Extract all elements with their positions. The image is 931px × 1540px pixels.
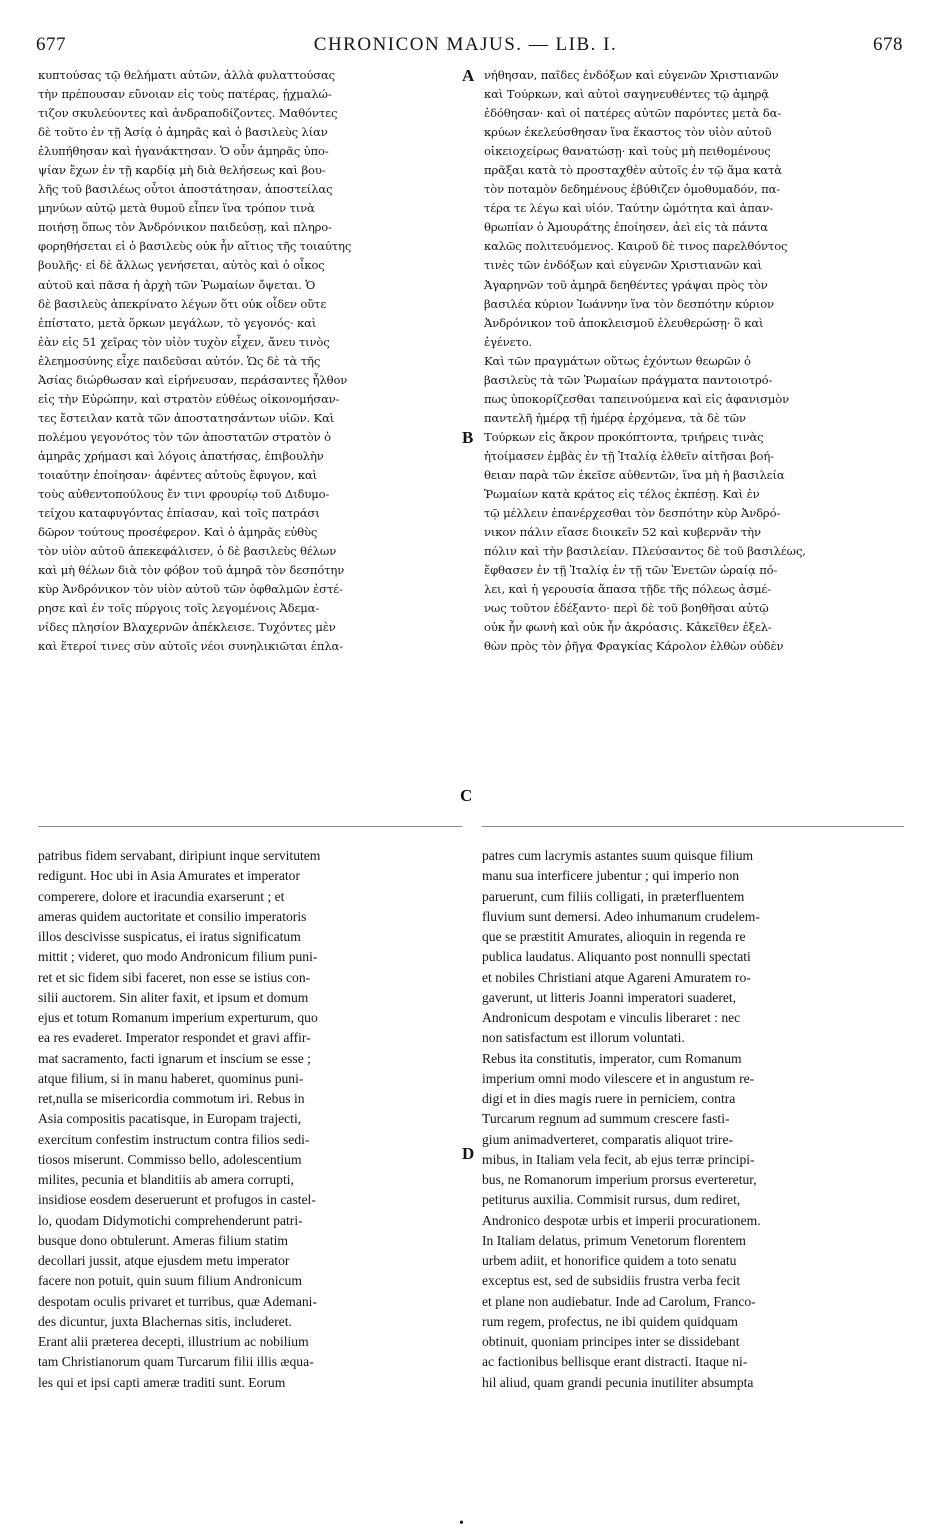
text-line: τὸν υἱὸν αὐτοῦ ἀπεκεφάλισεν, ὁ δὲ βασιλεὺς θέλων (38, 544, 337, 559)
text-line: ἐὰν εἰς 51 χεῖρας τὸν υἱὸν τυχὸν εἶχεν, ἄνευ τινὸς (38, 334, 330, 349)
text-line: ret et sic fidem sibi faceret, non esse se istius con- (38, 969, 311, 985)
page-number-right: 678 (873, 34, 903, 55)
text-line: φορηθήσεται εἰ ὁ βασιλεὺς οὐκ ἦν αἴτιος τῆς τοιαύτης (38, 239, 352, 254)
text-line: comperere, dolore et iracundia exarserunt ; et (38, 888, 285, 904)
text-line: hil aliud, quam grandi pecunia inutiliter absumpta (482, 1374, 754, 1390)
text-line: imperium omni modo vilescere et in angustum re- (482, 1070, 755, 1086)
text-line: busque dono obtulerunt. Ameras filium statim (38, 1232, 288, 1248)
text-line: ἐδόθησαν· καὶ οἱ πατέρες αὐτῶν παρόντες μετὰ δα- (484, 106, 782, 121)
text-line: πως ὑποκορίζεσθαι ταπεινούμενα καὶ εἰς ἀφανισμὸν (484, 391, 790, 406)
text-line: mat sacramento, facti ignarum et inscium se esse ; (38, 1050, 311, 1066)
text-line: τείχου καταφυγόντας ἐπίασαν, καὶ τοῖς πατράσι (38, 506, 320, 521)
text-line: μηνύων αὐτῷ μετὰ θυμοῦ εἶπεν ἵνα τρόπον τινὰ (38, 201, 315, 216)
text-line: ποιήσῃ ὅπως τὸν Ἀνδρόνικον παιδεύσῃ, καὶ πληρο- (38, 220, 332, 235)
text-line: ρησε καὶ ἐν τοῖς πύργοις τοῖς λεγομένοις Ἀδεμα- (38, 601, 320, 616)
text-line: ἐλεημοσύνης εἶχε παιδεῦσαι αὐτόν. Ὡς δὲ τὰ τῆς (38, 353, 321, 368)
text-line: facere non potuit, quin suum filium Andronicum (38, 1273, 302, 1289)
text-line: les qui et ipsi capti ameræ traditi sunt. Eorum (38, 1374, 286, 1390)
text-line: illos descivisse suspicatus, ei iratus significatum (38, 929, 301, 944)
text-line: νίδες πλησίον Βλαχερνῶν ἀπέκλεισε. Τυχόντες μὲν (38, 620, 336, 635)
text-line: τῷ μέλλειν ἐπανέρχεσθαι τὸν δεσπότην κὺρ Ἀνδρό- (484, 506, 781, 521)
column-divider-rule-left (38, 826, 462, 827)
margin-marker-b: B (462, 428, 474, 447)
text-line: que se præstitit Amurates, alioquin in regenda re (482, 929, 746, 944)
text-line: τὴν πρέπουσαν εὔνοιαν εἰς τοὺς πατέρας, ᾐχμαλώ- (38, 87, 332, 102)
text-line: δὲ τοῦτο ἐν τῇ Ἀσίᾳ ὁ ἀμηρᾶς καὶ ὁ βασιλεὺς λίαν (38, 125, 328, 140)
text-line: Andronico despotæ urbis et imperii procurationem. (482, 1212, 761, 1228)
text-line: καλῶς πολιτευόμενος. Καιροῦ δὲ τινος παρελθόντος (484, 239, 788, 254)
text-line: lo, quodam Didymotichi comprehenderunt patri- (38, 1212, 303, 1228)
text-line: Ῥωμαίων κατὰ κράτος εἰς τέλος ἐκπέσῃ. Καὶ ἐν (484, 487, 760, 502)
text-line: tiosos miserunt. Commisso bello, adolescentium (38, 1151, 302, 1167)
text-line: πρᾶξαι κατὰ τὸ προσταχθὲν αὐτοῖς ἐν τῷ ἅμα κατὰ (484, 163, 782, 178)
text-line: βουλῆς· εἰ δὲ ἄλλως γενήσεται, αὐτὸς καὶ ὁ οἶκος (38, 258, 325, 273)
text-line: non satisfactum est illorum voluntati. (482, 1030, 685, 1046)
text-line: λει, καὶ ἡ γερουσία ἅπασα τῇδε τῆς πόλεως ἀσμέ- (484, 582, 771, 597)
text-line: κυπτούσας τῷ θελήματι αὐτῶν, ἀλλὰ φυλαττούσας (38, 68, 336, 82)
text-line: καὶ Τούρκων, καὶ αὐτοὶ σαγηνευθέντες τῷ ἀμηρᾷ (484, 87, 769, 102)
text-line: δὲ βασιλεὺς ἀπεκρίνατο λέγων ὅτι οὐκ οἶδεν οὔτε (38, 296, 327, 311)
text-line: εἰς τὴν Εὐρώπην, καὶ στρατὸν εὐθέως οἰκονομήσαν- (38, 391, 340, 406)
text-line: redigunt. Hoc ubi in Asia Amurates et imperator (38, 868, 300, 884)
greek-column-left (38, 66, 462, 656)
text-line: δῶρον τούτους προσέφερον. Καὶ ὁ ἀμηρᾶς εὐθὺς (38, 525, 318, 540)
text-line: publica laudatus. Aliquanto post nonnulli spectati (482, 949, 751, 965)
text-line: πόλιν καὶ τὴν βασιλείαν. Πλεύσαντος δὲ τοῦ βασιλέως, (484, 544, 806, 559)
footer-mark: • (459, 1516, 464, 1531)
text-line: despotam oculis privaret et turribus, quæ Ademani- (38, 1293, 317, 1309)
text-line: ἐπίστατο, μετὰ ὅρκων μεγάλων, τὸ γεγονός· καὶ (38, 315, 317, 330)
text-line: Τούρκων εἰς ἄκρον προκόπτοντα, τριήρεις τινὰς (484, 429, 764, 444)
text-line: τοὺς αὐθεντοπούλους ἔν τινι φρουρίῳ τοῦ Διδυμο- (38, 487, 330, 502)
text-line: silii auctorem. Sin aliter faxit, et ipsum et domum (38, 989, 309, 1005)
text-line: τὸν ποταμὸν δεδημένους ἐβύθιζεν ὁμοθυμαδόν, πα- (484, 182, 781, 197)
text-line: atque filium, si in manu haberet, quominus puni- (38, 1070, 304, 1086)
margin-marker-c: C (460, 786, 473, 805)
text-line: νως τοῦτον ἐδέξαντο· περὶ δὲ τοῦ βοηθῆσαι αὐτῷ (484, 601, 769, 616)
text-line: manu sua interficere jubentur ; qui imperio non (482, 868, 740, 884)
text-line: ἀμηρᾶς χρήμασι καὶ λόγοις ἀπατήσας, ἐπιβουλὴν (38, 448, 324, 463)
text-line: κὺρ Ἀνδρόνικον τὸν υἱὸν αὐτοῦ τῶν ὀφθαλμῶν ἐστέ- (38, 582, 343, 597)
text-line: αὐτοῦ καὶ πᾶσα ἡ ἀρχὴ τῶν Ῥωμαίων ὄψεται. Ὁ (38, 277, 316, 292)
text-line: mibus, in Italiam vela fecit, ab ejus terræ principi- (482, 1151, 755, 1167)
text-line: rum regem, profectus, ne ibi quidem quidquam (482, 1313, 738, 1329)
text-line: τοιαύτην ἐποίησαν· ἀφέντες αὐτοὺς ἔφυγον, καὶ (38, 467, 318, 482)
text-line: ac factionibus bellisque erant distracti. Itaque ni- (482, 1354, 748, 1370)
text-line: Καὶ τῶν πραγμάτων οὕτως ἐχόντων θεωρῶν ὁ (484, 353, 751, 368)
text-line: λῆς τοῦ βασιλέως οὗτοι ἀποστάτησαν, ἀποστείλας (38, 182, 333, 197)
text-line: Turcarum regnum ad summum crescere fasti- (482, 1111, 730, 1127)
text-line: decollari jussit, atque ejusdem metu imperator (38, 1253, 290, 1268)
text-line: θειαν παρὰ τῶν ἐκεῖσε αὐθεντῶν, ἵνα μὴ ἡ βασιλεία (484, 467, 785, 482)
running-title: CHRONICON MAJUS. — LIB. I. (313, 34, 618, 55)
text-line: οἰκειοχείρως θανατώσῃ· καὶ τοὺς μὴ πειθομένους (484, 144, 771, 159)
text-line: gaverunt, ut litteris Joanni imperatori suaderet, (482, 989, 737, 1005)
text-line: τέρα τε λέγω καὶ υἱόν. Ταύτην ὠμότητα καὶ ἀπαν- (484, 201, 774, 216)
text-line: ἡτοίμασεν ἐμβὰς ἐν τῇ Ἰταλίᾳ ἐλθεῖν αἰτῆσαι βοή- (484, 448, 774, 463)
text-line: des dicuntur, juxta Blachernas sitis, includeret. (38, 1313, 292, 1329)
text-line: Ἀγαρηνῶν τοῦ ἀμηρᾶ δεηθέντες γράψαι πρὸς τὸν (484, 277, 768, 292)
latin-column-right (482, 846, 904, 1393)
text-line: βασιλέα κύριον Ἰωάννην ἵνα τὸν δεσπότην κύριον (484, 296, 774, 311)
text-line: insidiose eosdem deseruerunt et profugos in castel- (38, 1192, 316, 1208)
text-line: καὶ ἕτεροί τινες σὺν αὐτοῖς νέοι συνηλικιῶται ἐπλα- (38, 639, 343, 654)
text-line: fluvium sunt demersi. Adeo inhumanum crudelem- (482, 908, 760, 924)
text-line: Ἀνδρόνικον τοῦ ἀποκλεισμοῦ ἐλευθερώσῃ· ὃ καὶ (484, 315, 764, 330)
column-divider-rule-right (482, 826, 904, 827)
text-line: ret,nulla se misericordia commotum iri. Rebus in (38, 1091, 305, 1106)
margin-marker-d: D (462, 1144, 475, 1163)
text-line: θὼν πρὸς τὸν ῥῆγα Φραγκίας Κάρολον ἐλθὼν οὐδὲν (484, 639, 784, 654)
text-line: et plane non audiebatur. Inde ad Carolum, Franco- (482, 1293, 756, 1309)
text-line: In Italiam delatus, primum Venetorum florentem (482, 1232, 747, 1248)
text-line: οὐκ ἦν φωνὴ καὶ οὐκ ἦν ἀκρόασις. Κἀκεῖθεν ἐξελ- (484, 620, 772, 635)
page-number-left: 677 (36, 34, 66, 55)
margin-marker-a: A (462, 66, 475, 85)
text-line: ψίαν ἔχων ἐν τῇ καρδίᾳ μὴ διὰ θελήσεως καὶ βου- (38, 163, 326, 178)
text-line: ea res evaderet. Imperator respondet et gravi affir- (38, 1030, 311, 1046)
text-line: νήθησαν, παῖδες ἐνδόξων καὶ εὐγενῶν Χριστιανῶν (484, 68, 779, 82)
text-line: τες ἔστειλαν κατὰ τῶν ἀποστατησάντων υἱῶν. Καὶ (38, 410, 335, 425)
text-line: patres cum lacrymis astantes suum quisque filium (482, 848, 754, 863)
text-line: mittit ; videret, quo modo Andronicum filium puni- (38, 949, 318, 965)
text-line: βασιλεὺς τὰ τῶν Ῥωμαίων πράγματα παντοιοτρό- (484, 372, 773, 387)
text-line: tam Christianorum quam Turcarum filii illis æqua- (38, 1354, 314, 1370)
text-line: Ἀσίας διώρθωσαν καὶ εἰρήνευσαν, περάσαντες ἦλθον (38, 372, 348, 387)
text-line: exceptus est, sed de subsidiis frustra verba fecit (482, 1273, 741, 1289)
text-line: paruerunt, cum filiis colligati, in præterfluentem (482, 888, 745, 904)
text-line: ejus et totum Romanum imperium experturum, quo (38, 1010, 318, 1025)
text-line: bus, ne Romanorum imperium prorsus everteretur, (482, 1172, 757, 1187)
text-line: παντελῆ ἡμέρᾳ τῇ ἡμέρᾳ ἐρχόμενα, τὰ δὲ τῶν (484, 410, 746, 425)
latin-column-left (38, 846, 462, 1393)
greek-column-right (484, 66, 904, 656)
text-line: ἐλυπήθησαν καὶ ἠγανάκτησαν. Ὁ οὖν ἀμηρᾶς ὑπο- (38, 144, 329, 159)
text-line: τιζον σκυλεύοντες καὶ ἀνδραποδίζοντες. Μαθόντες (38, 106, 338, 121)
text-line: patribus fidem servabant, diripiunt inque servitutem (38, 848, 321, 863)
text-line: milites, pecunia et blanditiis ab amera corrupti, (38, 1172, 294, 1187)
text-line: ἐγένετο. (484, 334, 533, 349)
text-line: Rebus ita constitutis, imperator, cum Romanum (482, 1050, 742, 1066)
text-line: Andronicum despotam e vinculis liberaret : nec (482, 1010, 741, 1025)
text-line: obtinuit, quoniam principes inter se dissidebant (482, 1334, 740, 1349)
text-line: νικον πάλιν εἴασε διοικεῖν 52 καὶ κυβερνᾶν τὴν (484, 525, 761, 540)
text-line: gium animadverteret, comparatis aliquot trire- (482, 1131, 734, 1147)
text-line: καὶ μὴ θέλων διὰ τὸν φόβον τοῦ ἀμηρᾶ τὸν δεσπότην (38, 563, 345, 578)
text-line: ameras quidem auctoritate et consilio imperatoris (38, 908, 307, 924)
text-line: digi et in dies magis ruere in perniciem, contra (482, 1091, 736, 1106)
text-line: ἔφθασεν ἐν τῇ Ἰταλίᾳ ἐν τῇ τῶν Ἐνετῶν ὡραίᾳ πό- (484, 563, 778, 578)
text-line: Asia compositis pacatisque, in Europam trajecti, (38, 1111, 302, 1127)
text-line: petiturus auxilia. Commisit rursus, dum rediret, (482, 1192, 741, 1208)
text-line: θρωπίαν ὁ Ἀμουράτης ἐποίησεν, ἀεὶ εἰς τὰ πάντα (484, 220, 768, 235)
text-line: Erant alii præterea decepti, illustrium ac nobilium (38, 1334, 309, 1349)
text-line: urbem adiit, et honorifice quidem a toto senatu (482, 1253, 737, 1268)
text-line: κρύων ἐκελεύσθησαν ἵνα ἕκαστος τὸν υἱὸν αὐτοῦ (484, 125, 772, 140)
text-line: πολέμου γεγονότος τὸν τῶν ἀποστατῶν στρατὸν ὁ (38, 429, 331, 444)
text-line: τινὲς τῶν ἐνδόξων καὶ εὐγενῶν Χριστιανῶν καὶ (484, 258, 762, 273)
text-line: exercitum confestim instructum contra filios sedi- (38, 1131, 310, 1147)
text-line: et nobiles Christiani atque Agareni Amuratem ro- (482, 969, 751, 985)
